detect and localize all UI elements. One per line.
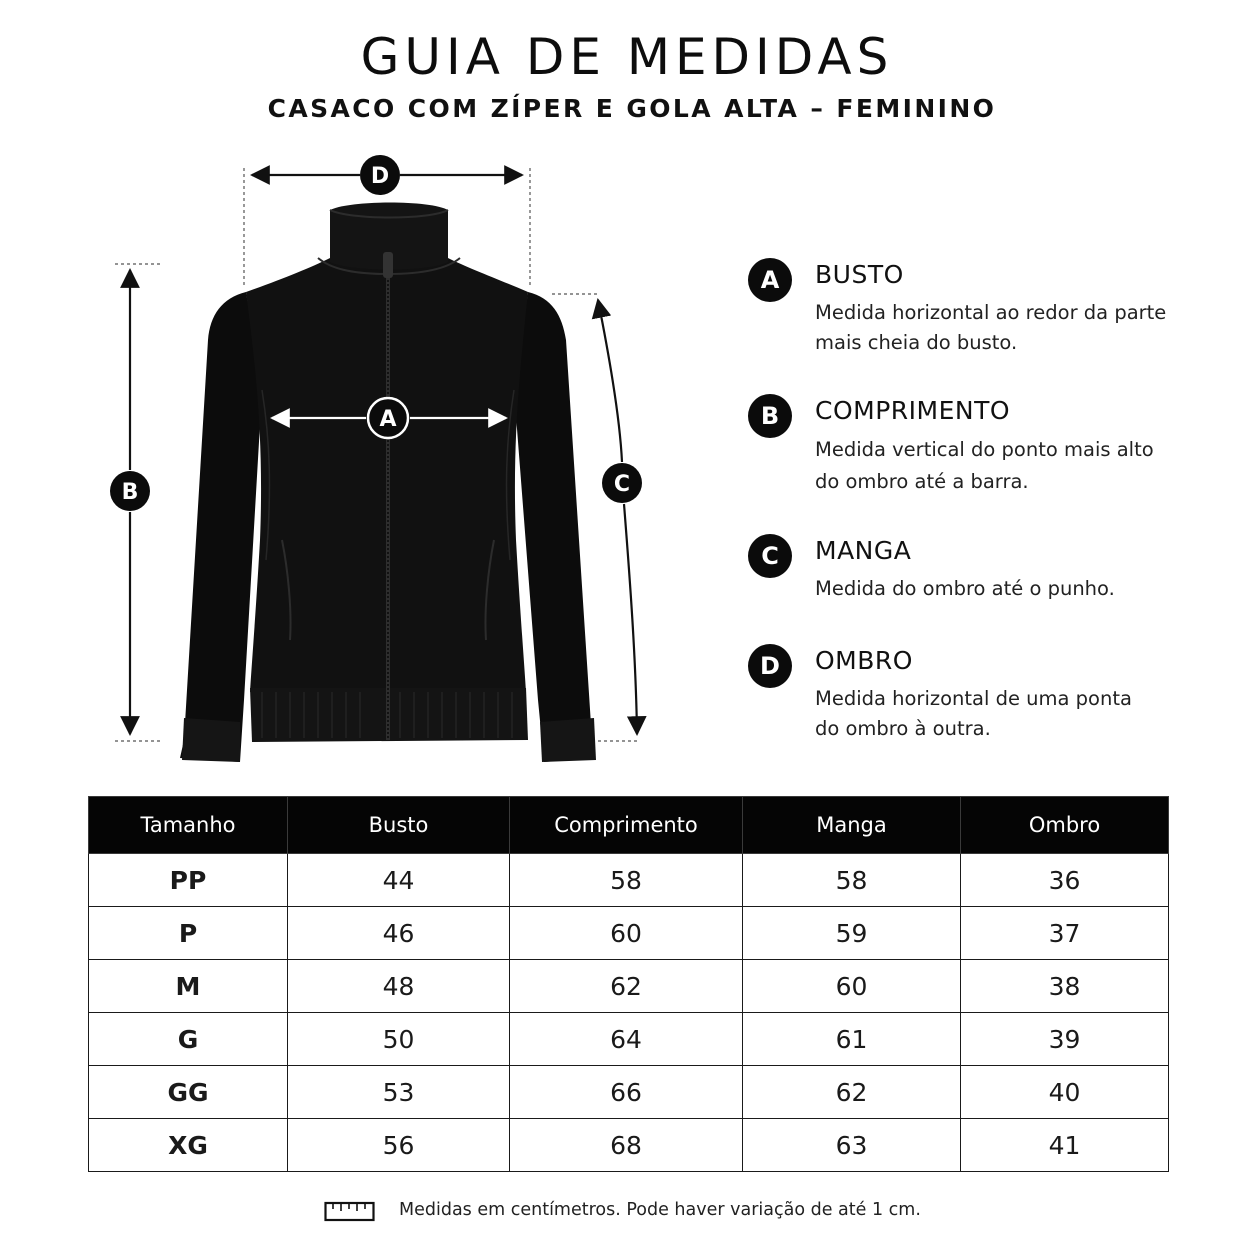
marker-b — [110, 471, 150, 511]
marker-c — [602, 463, 642, 503]
table-header-row — [89, 797, 1169, 854]
legend-badge-d: D — [748, 644, 792, 688]
marker-a — [368, 398, 408, 438]
busto-cell: 44 — [288, 854, 510, 907]
ombro-cell: 37 — [961, 907, 1169, 960]
busto-cell: 48 — [288, 960, 510, 1013]
table-row — [89, 854, 1169, 907]
busto-cell: 53 — [288, 1066, 510, 1119]
legend-badge-c: C — [748, 534, 792, 578]
size-cell: G — [89, 1013, 288, 1066]
legend-desc-comprimento — [815, 434, 1215, 498]
legend-desc-busto — [815, 298, 1215, 358]
footer-note-text: Medidas em centímetros. Pode haver variação de até 1 cm. — [399, 1200, 921, 1220]
legend-desc-manga — [815, 574, 1215, 604]
manga-cell: 63 — [743, 1119, 961, 1172]
legend-desc-line: do ombro até a barra. — [815, 470, 1029, 493]
size-cell: P — [89, 907, 288, 960]
comprimento-cell: 58 — [510, 854, 743, 907]
busto-cell: 50 — [288, 1013, 510, 1066]
legend-desc-line: Medida horizontal de uma ponta — [815, 687, 1132, 710]
ombro-cell: 39 — [961, 1013, 1169, 1066]
manga-cell: 62 — [743, 1066, 961, 1119]
marker-d — [360, 155, 400, 195]
comprimento-cell: 68 — [510, 1119, 743, 1172]
svg-text:A: A — [379, 407, 397, 432]
legend-title-comprimento: COMPRIMENTO — [815, 396, 1011, 425]
ombro-cell: 41 — [961, 1119, 1169, 1172]
ombro-cell: 40 — [961, 1066, 1169, 1119]
manga-cell: 59 — [743, 907, 961, 960]
legend-desc-line: mais cheia do busto. — [815, 331, 1018, 354]
legend-desc-ombro — [815, 684, 1215, 744]
busto-cell: 56 — [288, 1119, 510, 1172]
busto-cell: 46 — [288, 907, 510, 960]
ombro-cell: 38 — [961, 960, 1169, 1013]
legend-desc-line: Medida do ombro até o punho. — [815, 577, 1115, 600]
manga-cell: 58 — [743, 854, 961, 907]
legend-desc-line: Medida vertical do ponto mais alto — [815, 438, 1154, 461]
manga-cell: 60 — [743, 960, 961, 1013]
footer-note — [324, 1197, 1024, 1227]
ombro-cell: 36 — [961, 854, 1169, 907]
svg-text:D: D — [370, 164, 390, 189]
manga-cell: 61 — [743, 1013, 961, 1066]
legend-title-manga: MANGA — [815, 536, 912, 565]
page-title: GUIA DE MEDIDAS — [360, 28, 894, 86]
size-cell: XG — [89, 1119, 288, 1172]
legend-title-busto: BUSTO — [815, 260, 904, 289]
legend-badge-b: B — [748, 394, 792, 438]
table-row — [89, 907, 1169, 960]
comprimento-cell: 60 — [510, 907, 743, 960]
size-cell: PP — [89, 854, 288, 907]
svg-text:B: B — [121, 480, 139, 505]
column-header-ombro: Ombro — [961, 797, 1169, 854]
column-header-manga: Manga — [743, 797, 961, 854]
comprimento-cell: 62 — [510, 960, 743, 1013]
ruler-icon — [324, 1199, 376, 1223]
comprimento-cell: 64 — [510, 1013, 743, 1066]
size-table — [88, 796, 1169, 1172]
measurement-figure — [0, 140, 700, 780]
legend-desc-line: Medida horizontal ao redor da parte — [815, 301, 1167, 324]
table-row — [89, 1066, 1169, 1119]
table-row — [89, 960, 1169, 1013]
column-header-comprimento: Comprimento — [510, 797, 743, 854]
table-row — [89, 1119, 1169, 1172]
svg-text:C: C — [613, 472, 631, 497]
column-header-busto: Busto — [288, 797, 510, 854]
legend-title-ombro: OMBRO — [815, 646, 913, 675]
jacket-diagram — [0, 140, 700, 780]
column-header-tamanho: Tamanho — [89, 797, 288, 854]
comprimento-cell: 66 — [510, 1066, 743, 1119]
page-subtitle: CASACO COM ZÍPER E GOLA ALTA – FEMININO — [267, 94, 997, 123]
size-cell: GG — [89, 1066, 288, 1119]
size-cell: M — [89, 960, 288, 1013]
legend-desc-line: do ombro à outra. — [815, 717, 991, 740]
table-row — [89, 1013, 1169, 1066]
legend-badge-a: A — [748, 258, 792, 302]
jacket-illustration — [180, 203, 596, 763]
